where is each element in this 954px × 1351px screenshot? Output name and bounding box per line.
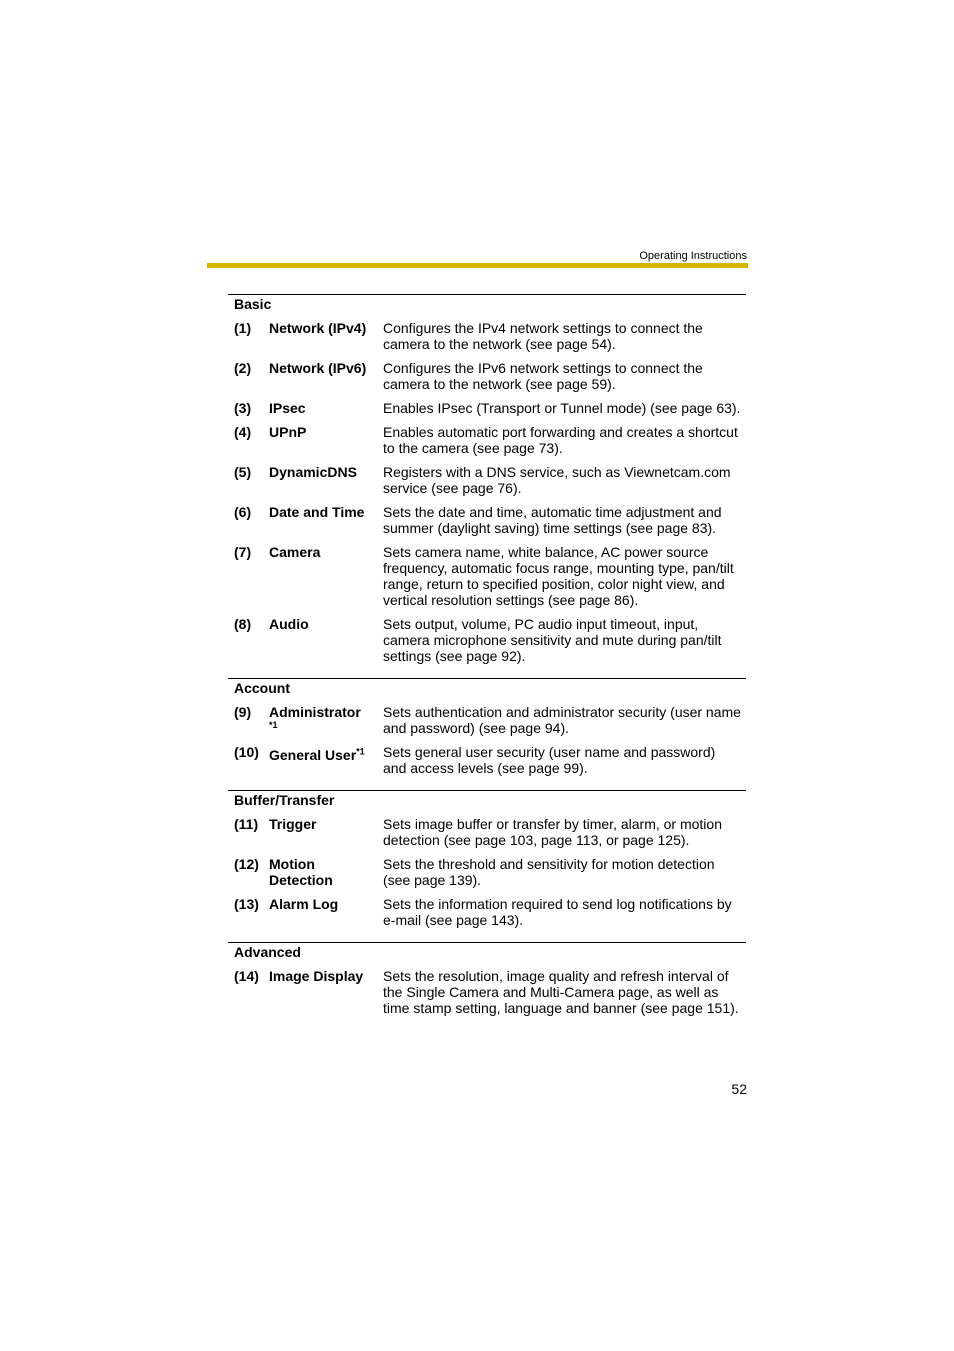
item-name: Camera	[269, 544, 321, 560]
table-row	[228, 464, 746, 496]
table-row	[228, 360, 746, 392]
item-number: (3)	[234, 400, 252, 416]
item-name: Trigger	[269, 816, 317, 832]
table-row	[228, 816, 746, 848]
item-name: Network (IPv6)	[269, 360, 367, 376]
item-number: (14)	[234, 968, 259, 984]
item-description: Configures the IPv4 network settings to connect the camera to the network (see page 54).	[383, 320, 703, 352]
table-row	[228, 744, 746, 776]
item-name: Alarm Log	[269, 896, 339, 912]
table-row	[228, 320, 746, 352]
section-account	[228, 678, 746, 790]
item-number: (9)	[234, 704, 252, 720]
item-number: (6)	[234, 504, 252, 520]
item-name: UPnP	[269, 424, 307, 440]
item-name: Image Display	[269, 968, 364, 984]
item-number: (4)	[234, 424, 252, 440]
item-number: (7)	[234, 544, 252, 560]
item-description: Sets the information required to send log notifications by e-mail (see page 143).	[383, 896, 732, 928]
item-name: Network (IPv4)	[269, 320, 367, 336]
item-description: Sets output, volume, PC audio input timeout, input, camera microphone sensitivity and mute during pan/tilt settings (see page 92).	[383, 616, 722, 664]
item-number: (10)	[234, 744, 259, 760]
item-number: (11)	[234, 816, 259, 832]
item-number: (8)	[234, 616, 252, 632]
item-description: Configures the IPv6 network settings to connect the camera to the network (see page 59).	[383, 360, 703, 392]
item-name-cell	[269, 704, 383, 736]
section-title: Advanced	[234, 944, 301, 960]
item-name: Motion Detection	[269, 856, 333, 888]
footnote-marker: *1	[356, 746, 365, 757]
table-row	[228, 968, 746, 1016]
item-description: Sets camera name, white balance, AC power source frequency, automatic focus range, mounting type, pan/tilt range, return to specified position, color night view, and vertical resolution settings (see page 86).	[383, 544, 734, 608]
item-name: IPsec	[269, 400, 306, 416]
item-name: DynamicDNS	[269, 464, 357, 480]
page-number: 52	[731, 1081, 747, 1097]
item-number: (12)	[234, 856, 259, 872]
item-name: Audio	[269, 616, 309, 632]
table-row	[228, 504, 746, 536]
table-row	[228, 856, 746, 888]
item-description: Sets the date and time, automatic time adjustment and summer (daylight saving) time settings (see page 83).	[383, 504, 722, 536]
item-number: (1)	[234, 320, 252, 336]
item-number: (2)	[234, 360, 252, 376]
table-row	[228, 896, 746, 928]
settings-table	[228, 294, 746, 1030]
item-number: (13)	[234, 896, 259, 912]
item-name: Date and Time	[269, 504, 365, 520]
item-description: Registers with a DNS service, such as Viewnetcam.com service (see page 76).	[383, 464, 731, 496]
header-rule	[207, 263, 748, 268]
item-description: Sets the resolution, image quality and refresh interval of the Single Camera and Multi-Camera page, as well as time stamp setting, language and banner (see page 151).	[383, 968, 739, 1016]
table-row	[228, 704, 746, 736]
section-buffer-transfer	[228, 790, 746, 942]
item-description: Sets general user security (user name and password) and access levels (see page 99).	[383, 744, 716, 776]
running-header: Operating Instructions	[639, 250, 747, 262]
table-row	[228, 616, 746, 664]
footnote-marker: *1	[269, 720, 278, 730]
table-row	[228, 424, 746, 456]
table-row	[228, 544, 746, 608]
section-basic	[228, 294, 746, 678]
section-title: Buffer/Transfer	[234, 792, 335, 808]
item-description: Sets the threshold and sensitivity for motion detection (see page 139).	[383, 856, 715, 888]
section-title: Account	[234, 680, 290, 696]
item-description: Sets authentication and administrator security (user name and password) (see page 94).	[383, 704, 741, 736]
item-description: Sets image buffer or transfer by timer, alarm, or motion detection (see page 103, page 113, or page 125).	[383, 816, 722, 848]
table-row	[228, 400, 746, 416]
item-name: Administrator	[269, 704, 361, 720]
item-description: Enables IPsec (Transport or Tunnel mode) (see page 63).	[383, 400, 741, 416]
section-title: Basic	[234, 296, 272, 312]
section-advanced	[228, 942, 746, 1030]
item-description: Enables automatic port forwarding and creates a shortcut to the camera (see page 73).	[383, 424, 738, 456]
item-name-cell	[269, 744, 383, 776]
item-number: (5)	[234, 464, 252, 480]
item-name: General User	[269, 747, 357, 763]
